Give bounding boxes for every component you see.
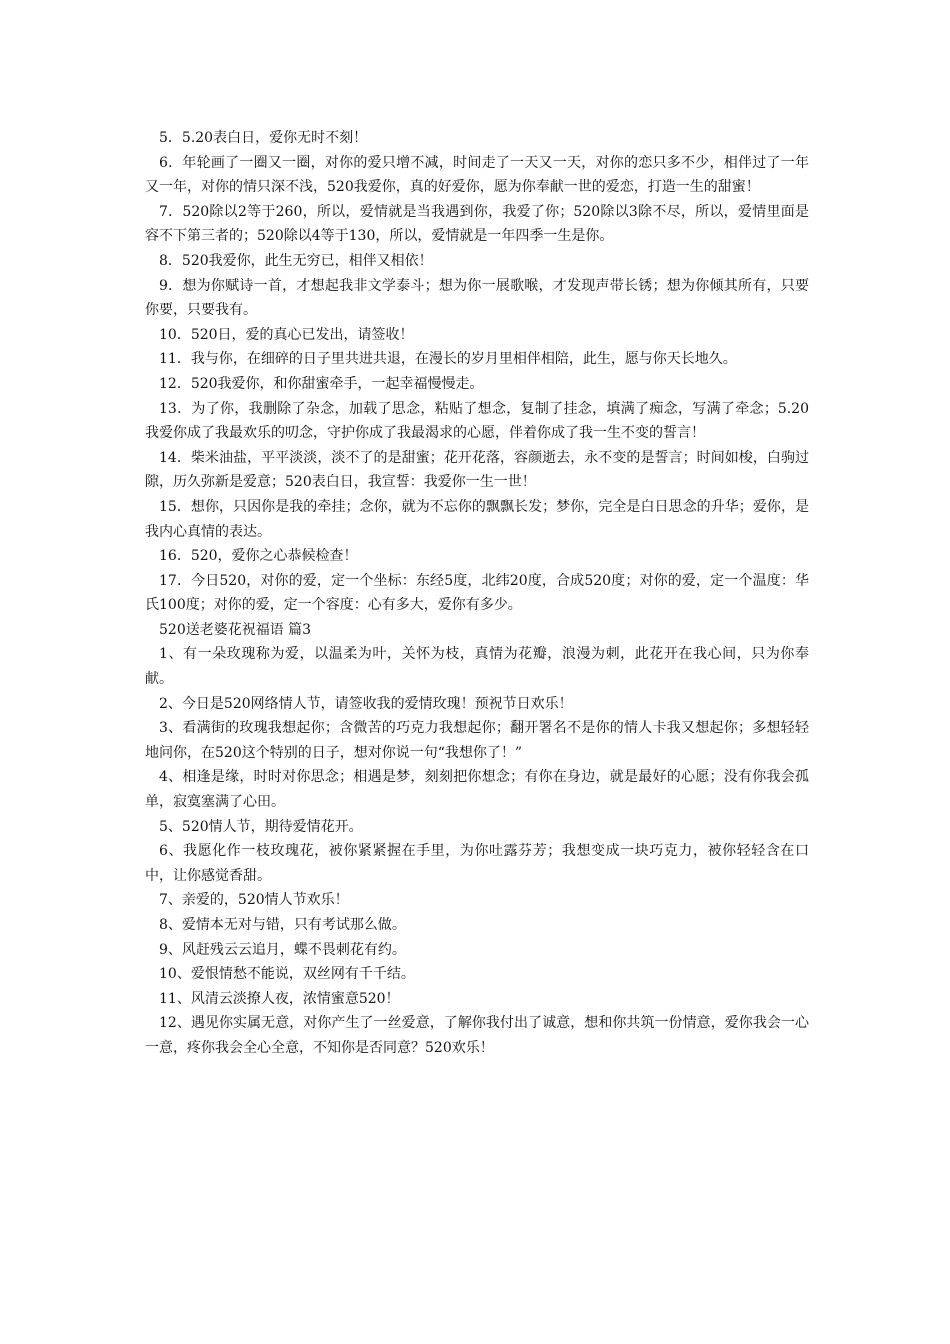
- list-item: 2、今日是520网络情人节，请签收我的爱情玫瑰！预祝节日欢乐！: [159, 695, 573, 712]
- list-item: 9．想为你赋诗一首，才想起我非文学泰斗；想为你一展歌喉，才发现声带长锈；想为你倾其所有，只要你要，只要我有。: [145, 277, 809, 319]
- list-item: 11、风清云淡撩人夜，浓情蜜意520！: [159, 990, 400, 1007]
- list-item: 5、520情人节，期待爱情花开。: [159, 818, 363, 835]
- list-item: 12．520我爱你，和你甜蜜牵手，一起幸福慢慢走。: [159, 375, 484, 392]
- list-item: 8．520我爱你，此生无穷已，相伴又相依！: [159, 252, 433, 269]
- list-item: 5．5.20表白日，爱你无时不刻！: [159, 130, 368, 146]
- list-item: 13．为了你，我删除了杂念，加载了思念，粘贴了想念，复制了挂念，填满了痴念，写满了牵念；5.20我爱你成了我最欢乐的叨念，守护你成了我最渴求的心愿，伴着你成了我一生不变的誓言！: [145, 400, 809, 442]
- section-heading: 520送老婆花祝福语 篇3: [159, 621, 312, 638]
- list-item: 11．我与你，在细碎的日子里共进共退，在漫长的岁月里相伴相陪，此生，愿与你天长地久。: [159, 351, 737, 368]
- list-item: 7、亲爱的，520情人节欢乐！: [159, 892, 349, 909]
- list-item: 17．今日520，对你的爱，定一个坐标：东经5度，北纬20度，合成520度；对你的爱，定一个温度：华氏100度；对你的爱，定一个容度：心有多大，爱你有多少。: [145, 572, 809, 614]
- document-page: [145, 126, 809, 1061]
- list-item: 9、风赶残云云追月，蝶不畏刺花有约。: [159, 941, 406, 958]
- list-item: 15．想你，只因你是我的牵挂；念你，就为不忘你的飘飘长发；梦你，完全是白日思念的升华；爱你，是我内心真情的表达。: [145, 498, 809, 540]
- list-item: 14．柴米油盐，平平淡淡，淡不了的是甜蜜；花开花落，容颜逝去，永不变的是誓言；时间如梭，白驹过隙，历久弥新是爱意；520表白日，我宣誓：我爱你一生一世！: [145, 449, 809, 491]
- list-item: 10、爱恨情愁不能说，双丝网有千千结。: [159, 966, 415, 983]
- list-item: 8、爱情本无对与错，只有考试那么做。: [159, 917, 406, 933]
- list-item: 6、我愿化作一枝玫瑰花，被你紧紧握在手里，为你吐露芬芳；我想变成一块巧克力，被你轻轻含在口中，让你感觉香甜。: [145, 843, 809, 884]
- list-item: 1、有一朵玫瑰称为爱，以温柔为叶，关怀为枝，真情为花瓣，浪漫为刺，此花开在我心间，只为你奉献。: [145, 646, 809, 688]
- list-item: 4、相逢是缘，时时对你思念；相遇是梦，刻刻把你想念；有你在身边，就是最好的心愿；没有你我会孤单，寂寞塞满了心田。: [145, 769, 809, 811]
- list-item: 10．520日，爱的真心已发出，请签收！: [159, 326, 414, 343]
- list-item: 16．520，爱你之心恭候检查！: [159, 548, 358, 565]
- list-item: 6．年轮画了一圈又一圈，对你的爱只增不减，时间走了一天又一天，对你的恋只多不少，相伴过了一年又一年，对你的情只深不浅，520我爱你，真的好爱你，愿为你奉献一世的爱恋，打造一生的甜蜜！: [145, 154, 809, 196]
- list-item: 12、遇见你实属无意，对你产生了一丝爱意，了解你我付出了诚意，想和你共筑一份情意，爱你我会一心一意，疼你我会全心全意，不知你是否同意？520欢乐！: [145, 1015, 809, 1056]
- list-item: 7．520除以2等于260，所以，爱情就是当我遇到你，我爱了你；520除以3除不尽，所以，爱情里面是容不下第三者的；520除以4等于130，所以，爱情就是一年四季一生是你。: [145, 203, 809, 245]
- list-item: 3、看满街的玫瑰我想起你；含微苦的巧克力我想起你；翻开署名不是你的情人卡我又想起你；多想轻轻地问你，在520这个特别的日子，想对你说一句“我想你了！”: [145, 720, 809, 761]
